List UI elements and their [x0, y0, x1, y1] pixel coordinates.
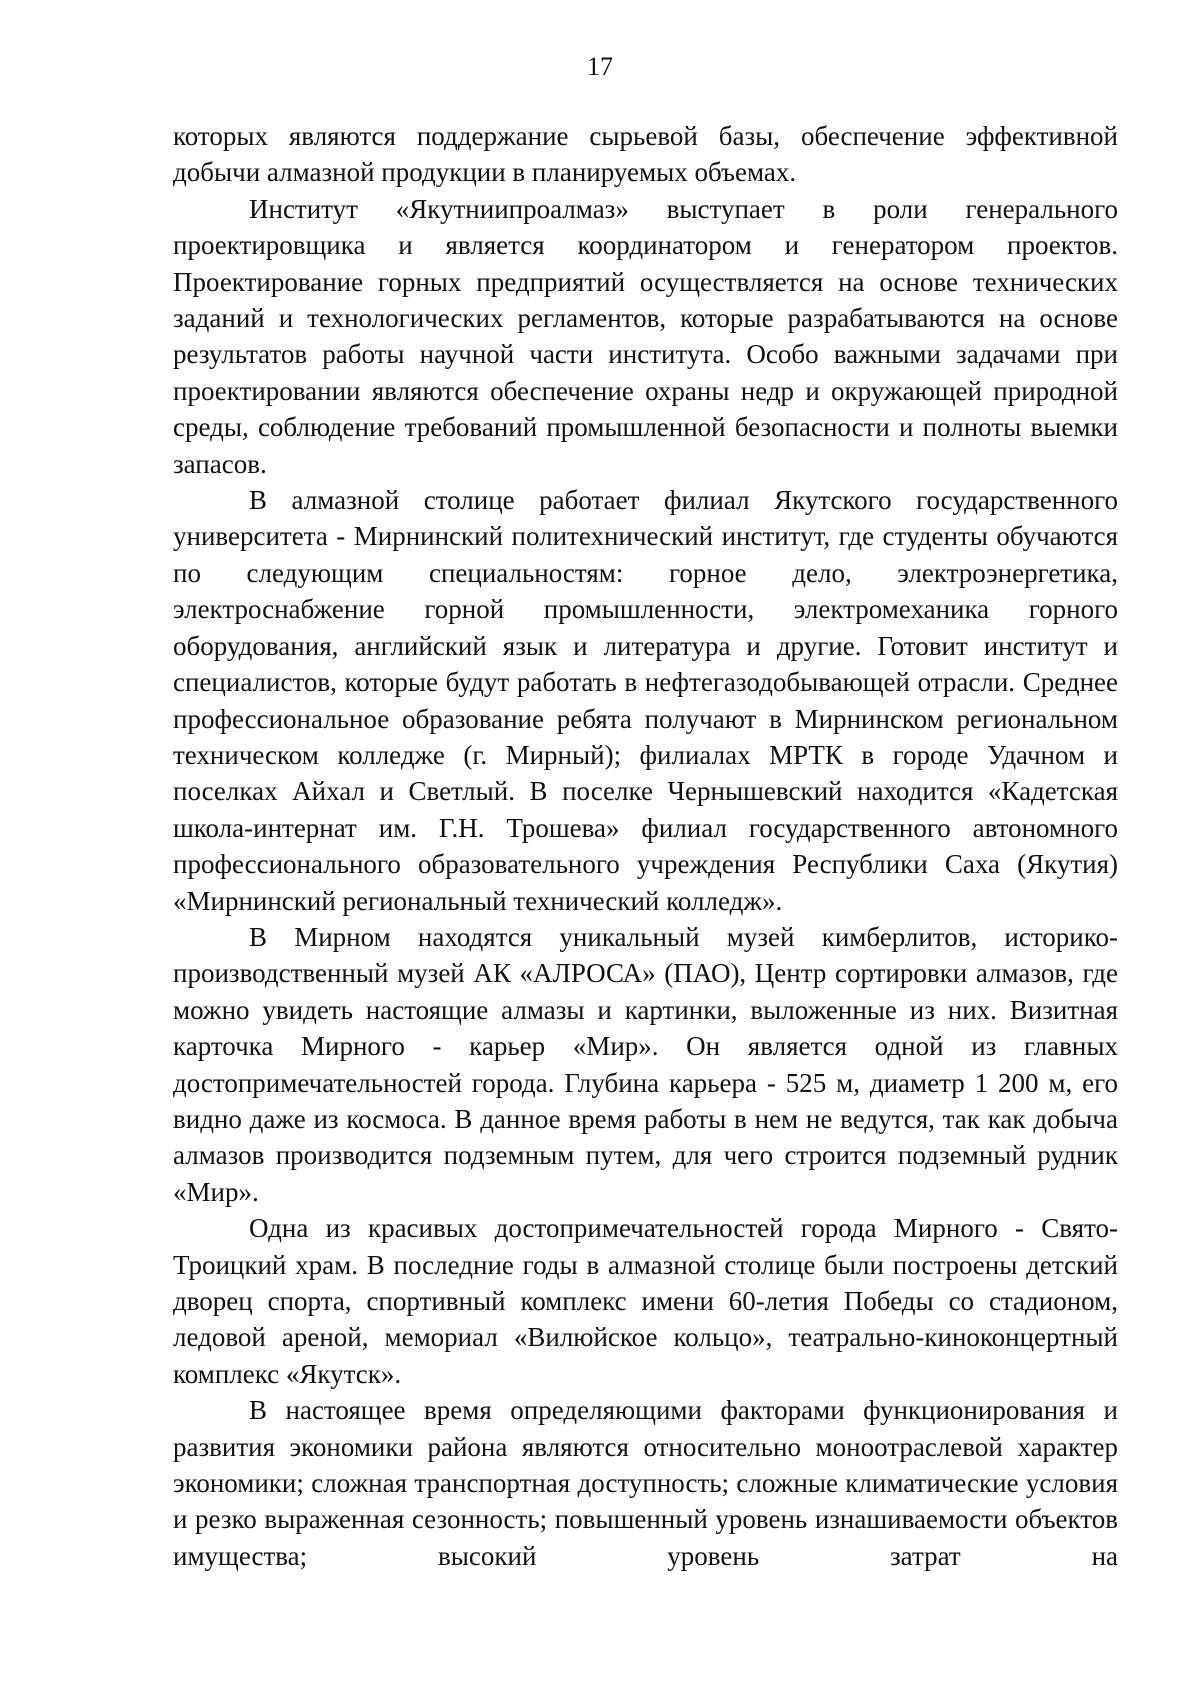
paragraph-institute: Институт «Якутниипроалмаз» выступает в роли генерального проектировщика и является координатором и генератором проектов. Проектирование горных предприятий осуществляется на основе технических заданий и технологических регламентов, которые разрабатываются на основе результатов работы научной части института. Особо важными задачами при проектировании являются обеспечение охраны недр и окружающей природной среды, соблюдение требований промышленной безопасности и полноты выемки запасов. — [173, 193, 1118, 479]
document-body — [173, 118, 1118, 1574]
page-number: 17 — [587, 52, 613, 81]
paragraph-education: В алмазной столице работает филиал Якутского государственного университета - Мирнинский политехнический институт, где студенты обучаются по следующим специальностям: горное дело, электроэнергетика, электроснабжение горной промышленности, электромеханика горного оборудования, английский язык и литература и другие. Готовит институт и специалистов, которые будут работать в нефтегазодобывающей отрасли. Среднее профессиональное образование ребята получают в Мирнинском региональном техническом колледже (г. Мирный); филиалах МРТК в городе Удачном и поселках Айхал и Светлый. В поселке Чернышевский находится «Кадетская школа-интернат им. Г.Н. Трошева» филиал государственного автономного профессионального образовательного учреждения Республики Саха (Якутия) «Мирнинский региональный технический колледж». — [173, 485, 1118, 916]
paragraph-economy: В настоящее время определяющими факторами функционирования и развития экономики района являются относительно моноотраслевой характер экономики; сложная транспортная доступность; сложные климатические условия и резко выраженная сезонность; повышенный уровень изнашиваемости объектов имущества; высокий уровень затрат на — [173, 1395, 1118, 1571]
paragraph-landmarks: Одна из красивых достопримечательностей города Мирного - Свято-Троицкий храм. В последние годы в алмазной столице были построены детский дворец спорта, спортивный комплекс имени 60-летия Победы со стадионом, ледовой ареной, мемориал «Вилюйское кольцо», театрально-киноконцертный комплекс «Якутск». — [173, 1213, 1118, 1389]
paragraph-continuation: которых являются поддержание сырьевой базы, обеспечение эффективной добычи алмазной продукции в планируемых объемах. — [173, 121, 1118, 188]
paragraph-museums: В Мирном находятся уникальный музей кимберлитов, историко-производственный музей АК «АЛРОСА» (ПАО), Центр сортировки алмазов, где можно увидеть настоящие алмазы и картинки, выложенные из них. Визитная карточка Мирного - карьер «Мир». Он является одной из главных достопримечательностей города. Глубина карьера - 525 м, диаметр 1 200 м, его видно даже из космоса. В данное время работы в нем не ведутся, так как добыча алмазов производится подземным путем, для чего строится подземный рудник «Мир». — [173, 921, 1118, 1207]
